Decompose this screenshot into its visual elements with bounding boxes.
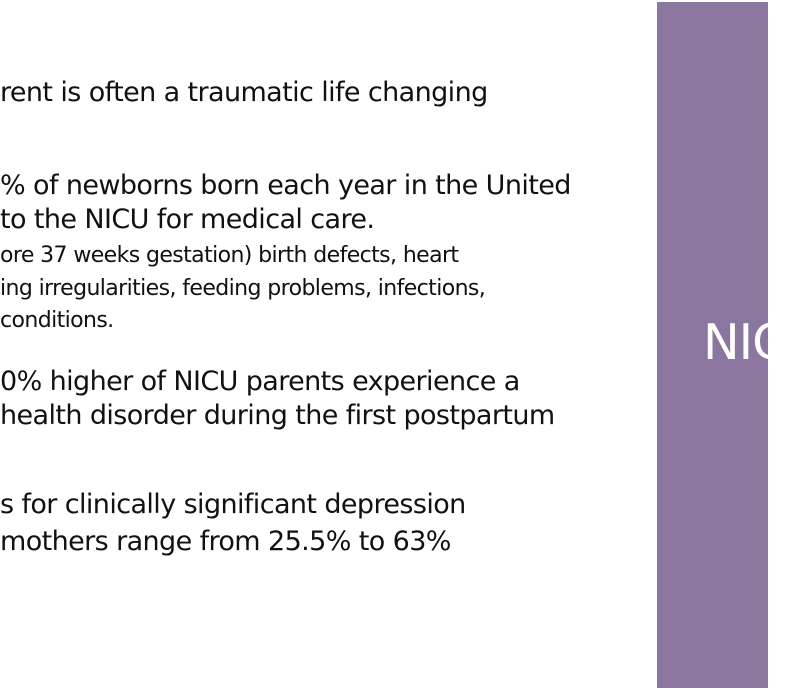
paragraph-4-line-1: 0% higher of NICU parents experience a bbox=[0, 366, 520, 397]
paragraph-3-line-1: ore 37 weeks gestation) birth defects, heart bbox=[0, 243, 459, 268]
slide-title: NIC bbox=[703, 314, 785, 371]
paragraph-1-line-1: rent is often a traumatic life changing bbox=[0, 77, 488, 108]
paragraph-3-line-3: conditions. bbox=[0, 308, 114, 333]
paragraph-5-line-2: mothers range from 25.5% to 63% bbox=[0, 526, 451, 557]
paragraph-2-line-2: to the NICU for medical care. bbox=[0, 204, 375, 235]
paragraph-3-line-2: ing irregularities, feeding problems, infections, bbox=[0, 276, 486, 301]
paragraph-5-line-1: s for clinically significant depression bbox=[0, 489, 466, 520]
title-side-panel bbox=[657, 2, 785, 688]
paragraph-2-line-1: % of newborns born each year in the United bbox=[0, 170, 571, 201]
paragraph-4-line-2: health disorder during the first postpartum bbox=[0, 400, 555, 431]
